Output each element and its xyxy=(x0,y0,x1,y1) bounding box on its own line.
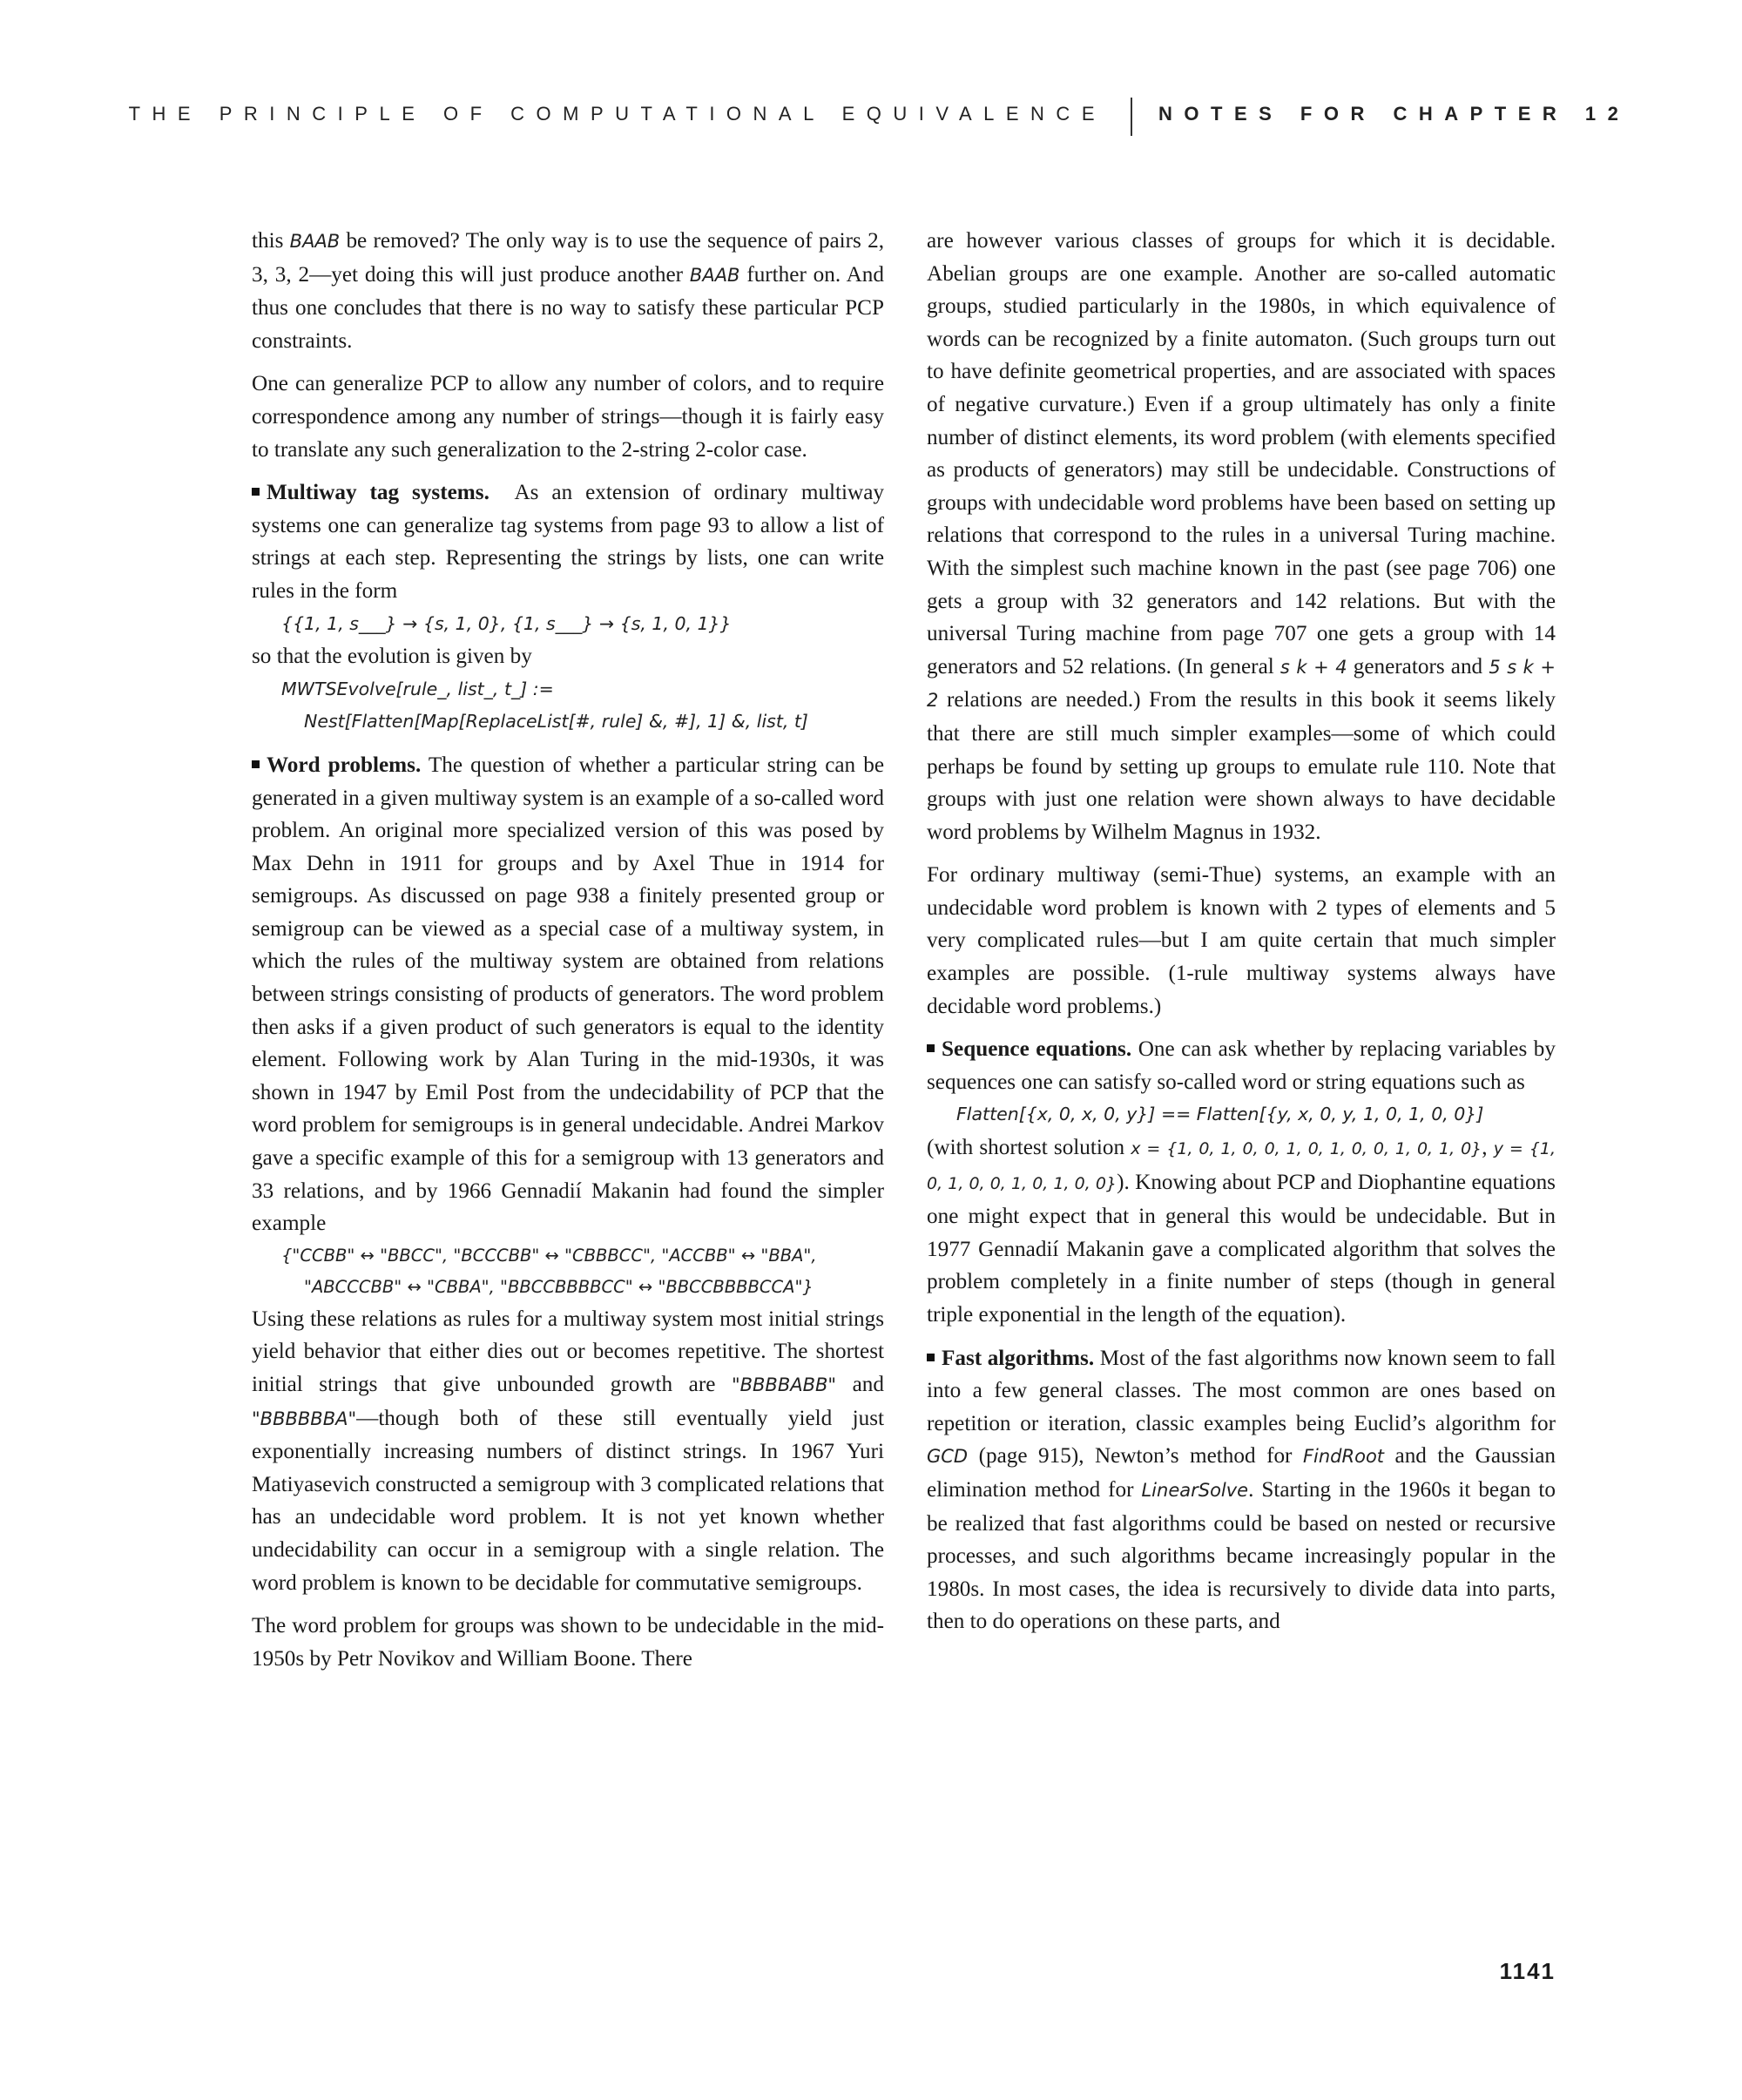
code-block-line: Nest[Flatten[Map[ReplaceList[#, rule] &, #], 1] &, list, t] xyxy=(304,711,808,733)
paragraph: The word problem for groups was shown to be undecidable in the mid-1950s by Petr Novikov and William Boone. There xyxy=(252,1614,884,1671)
text-run: The question of whether a particular string can be generated in a given multiway system is an example of a so-called word problem. An original more specialized version of this was posed by Max Dehn in 1911 for groups and by Axel Thue in 1914 for semigroups. As discussed on page 938 a finitely presented group or semigroup can be viewed as a special case of a multiway system, in which the rules of the multiway system are obtained from relations between strings consisting of products of generators. The word problem then asks if a given product of such generators is equal to the identity element. Following work by Alan Turing in the mid-1930s, it was shown in 1947 by Emil Post from the undecidability of PCP that the word problem for semigroups is in general undecidable. Andrei Markov gave a specific example of this for a semigroup with 13 generators and 33 relations, and by 1966 Gennadií Makanin had found the simpler example xyxy=(252,753,885,1236)
text-run: this xyxy=(252,229,290,253)
paragraph: One can generalize PCP to allow any number of colors, and to require correspondence among any number of strings—though it is fairly easy to translate any such generalization to the 2-string 2-color case. xyxy=(252,372,884,462)
running-head-divider xyxy=(1131,98,1132,136)
bullet-square-icon xyxy=(927,1044,935,1052)
paragraph xyxy=(927,1131,1556,1332)
inline-code: BAAB xyxy=(289,231,341,252)
note-sequence-equations xyxy=(927,1033,1556,1098)
paragraph: For ordinary multiway (semi-Thue) systems, an example with an undecidable word problem is known with 2 types of elements and 5 very complicated rules—but I am quite certain that much simpler examples are possible. (1-rule multiway systems always have decidable word problems.) xyxy=(927,863,1556,1018)
paragraph xyxy=(252,225,884,357)
code-block: {{1, 1, s___} → {s, 1, 0}, {1, s___} → {s, 1, 0, 1}} xyxy=(281,612,732,634)
inline-code: BAAB xyxy=(689,264,740,286)
paragraph: so that the evolution is given by xyxy=(252,645,532,669)
text-run: generators and xyxy=(1347,654,1489,679)
paragraph xyxy=(252,1303,884,1599)
note-multiway-tag-systems xyxy=(252,476,884,607)
note-heading: Word problems. xyxy=(267,753,422,777)
text-run: (page 915), Newton’s method for xyxy=(968,1444,1303,1469)
note-fast-algorithms xyxy=(927,1342,1556,1638)
text-run: —though both of these still eventually yield just exponentially increasing numbers of distinct strings. In 1967 Yuri Matiyasevich constructed a semigroup with 3 complicated relations that has an undecidable word problem. It is not yet known whether undecidability can occur in a semigroup with a single relation. The word problem is known to be decidable for commutative semigroups. xyxy=(252,1406,884,1595)
note-heading: Fast algorithms. xyxy=(942,1346,1095,1370)
text-run: One can ask whether by replacing variables by sequences one can satisfy so-called word or string equations such as xyxy=(927,1037,1556,1094)
code-block: Flatten[{x, 0, x, 0, y}] == Flatten[{y, x, 0, y, 1, 0, 1, 0, 0}] xyxy=(956,1104,1484,1125)
text-run: Using these relations as rules for a multiway system most initial strings yield behavior that either dies out or becomes repetitive. The shortest initial strings that give unbounded growth are xyxy=(252,1307,884,1396)
inline-code: 5 s k + 2 xyxy=(927,656,1556,712)
inline-code: "BBBBBBA" xyxy=(252,1408,357,1429)
text-run: . Starting in the 1960s it began to be realized that fast algorithms could be based on nested or recursive processes, and such algorithms became increasingly popular in the 1980s. In most cases, the idea is recursively to divide data into parts, then to do operations on these parts, and xyxy=(927,1477,1556,1634)
text-run: , xyxy=(1482,1136,1494,1160)
text-run: Most of the fast algorithms now known seem to fall into a few general classes. The most common are ones based on repetition or iteration, classic examples being Euclid’s algorithm for xyxy=(927,1346,1556,1435)
code-block-line: MWTSEvolve[rule_, list_, t_] := xyxy=(281,678,554,699)
page-number: 1141 xyxy=(1499,1958,1556,1984)
text-run: and xyxy=(836,1373,884,1396)
text-run: relations are needed.) From the results in this book it seems likely that there are still much simpler examples—some of which could perhaps be found by setting up groups to emulate rule 110. Note that groups with just one relation were shown always to have decidable word problems by Wilhelm Magnus in 1932. xyxy=(927,688,1556,844)
running-head xyxy=(0,98,1742,146)
bullet-square-icon xyxy=(927,1354,935,1361)
text-run: and the Gaussian elimination method for xyxy=(927,1444,1556,1502)
note-heading: Sequence equations. xyxy=(942,1037,1132,1062)
bullet-square-icon xyxy=(252,488,260,496)
note-heading: Multiway tag systems. xyxy=(267,481,490,505)
text-run: (with shortest solution xyxy=(927,1136,1131,1160)
inline-code: s k + 4 xyxy=(1279,656,1347,678)
paragraph xyxy=(927,225,1556,848)
note-word-problems xyxy=(252,749,884,1240)
inline-code: FindRoot xyxy=(1302,1446,1385,1468)
code-block-line: "ABCCCBB" ↔ "CBBA", "BBCCBBBBCC" ↔ "BBCCBBBBCCA"} xyxy=(304,1276,814,1297)
running-head-chapter: NOTES FOR CHAPTER 12 xyxy=(1158,103,1631,125)
text-run: further on. And thus one concludes that there is no way to satisfy these particular PCP constraints. xyxy=(252,262,884,353)
inline-code: "BBBBABB" xyxy=(731,1374,837,1395)
inline-code: GCD xyxy=(927,1446,969,1468)
text-run: As an extension of ordinary multiway systems one can generalize tag systems from page 93 to allow a list of strings at each step. Representing the strings by lists, one can write rules in the form xyxy=(252,481,884,603)
left-column xyxy=(252,225,884,1685)
text-run: be removed? The only way is to use the sequence of pairs 2, 3, 3, 2—yet doing this will just produce another xyxy=(252,229,884,287)
inline-code: y = {1, 0, 1, 0, 0, 1, 0, 1, 0, 0} xyxy=(927,1139,1556,1193)
text-run: are however various classes of groups for which it is decidable. Abelian groups are one example. Another are so-called automatic groups, studied particularly in the 1980s, in which equivalence of words can be recognized by a finite automaton. (Such groups turn out to have definite geometrical properties, and are associated with spaces of negative curvature.) Even if a group ultimately has only a finite number of distinct elements, its word problem (with elements specified as products of generators) may still be undecidable. Constructions of groups with undecidable word problems have been based on setting up relations that correspond to the rules in a universal Turing machine. With the simplest such machine known in the past (see page 706) one gets a group with 32 generators and 142 relations. But with the universal Turing machine from page 707 one gets a group with 14 generators and 52 relations. (In general xyxy=(927,229,1556,679)
inline-code: x = {1, 0, 1, 0, 0, 1, 0, 1, 0, 0, 1, 0, 1, 0} xyxy=(1131,1139,1482,1159)
inline-code: LinearSolve xyxy=(1141,1479,1249,1501)
right-column xyxy=(927,225,1556,1649)
running-head-book-title: THE PRINCIPLE OF COMPUTATIONAL EQUIVALENCE xyxy=(128,103,1106,125)
code-block-line: {"CCBB" ↔ "BBCC", "BCCCBB" ↔ "CBBBCC", "ACCBB" ↔ "BBA", xyxy=(281,1245,817,1266)
text-run: ). Knowing about PCP and Diophantine equations one might expect that in general this would be undecidable. But in 1977 Gennadií Makanin gave a complicated algorithm that solves the problem completely in a finite number of steps (though in general triple exponential in the length of the equation). xyxy=(927,1170,1556,1327)
bullet-square-icon xyxy=(252,760,260,768)
